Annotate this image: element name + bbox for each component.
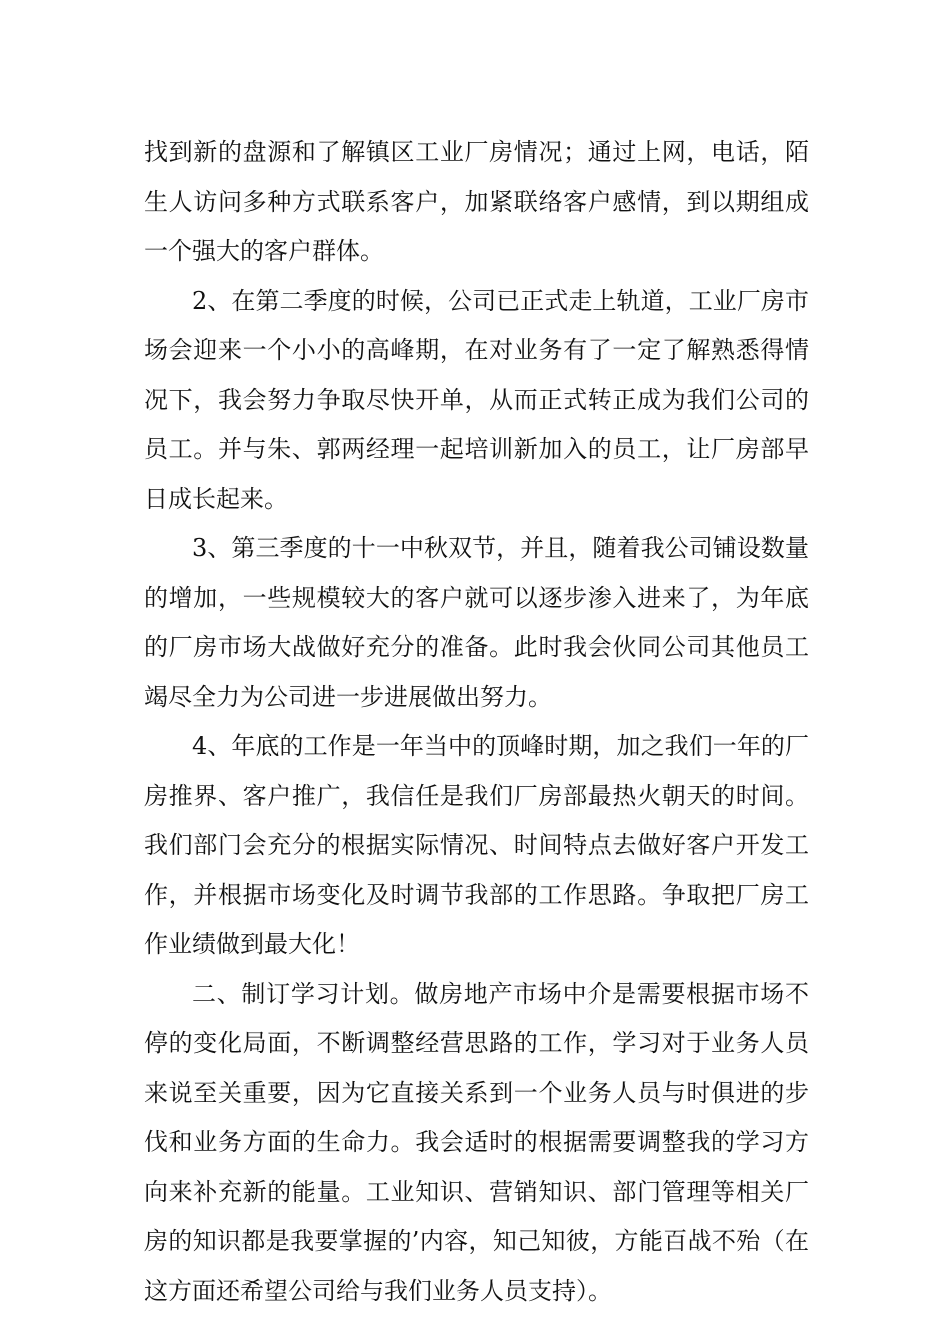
paragraph-q3: 3、第三季度的十一中秋双节，并且，随着我公司铺设数量的增加，一些规模较大的客户就可以逐步渗入进来了，为年底的厂房市场大战做好充分的准备。此时我会伙同公司其他员工竭尽全力为公司进一步进展做出努力。 bbox=[144, 534, 809, 711]
paragraph-q2: 2、在第二季度的时候，公司已正式走上轨道，工业厂房市场会迎来一个小小的高峰期，在对业务有了一定了解熟悉得情况下，我会努力争取尽快开单，从而正式转正成为我们公司的员工。并与朱、郭两经理一起培训新加入的员工，让厂房部早日成长起来。 bbox=[144, 286, 809, 513]
paragraph-study-plan: 二、制订学习计划。做房地产市场中介是需要根据市场不停的变化局面，不断调整经营思路的工作，学习对于业务人员来说至关重要，因为它直接关系到一个业务人员与时俱进的步伐和业务方面的生命力。我会适时的根据需要调整我的学习方向来补充新的能量。工业知识、营销知识、部门管理等相关厂房的知识都是我要掌握的’内容，知己知彼，方能百战不殆（在这方面还希望公司给与我们业务人员支持）。 bbox=[144, 979, 809, 1305]
paragraph-continuation: 找到新的盘源和了解镇区工业厂房情况；通过上网，电话，陌生人访问多种方式联系客户，加紧联络客户感情，到以期组成一个强大的客户群体。 bbox=[144, 138, 809, 265]
document-body bbox=[144, 128, 809, 1316]
paragraph-q4: 4、年底的工作是一年当中的顶峰时期，加之我们一年的厂房推界、客户推广，我信任是我们厂房部最热火朝天的时间。我们部门会充分的根据实际情况、时间特点去做好客户开发工作，并根据市场变化及时调节我部的工作思路。争取把厂房工作业绩做到最大化！ bbox=[144, 732, 809, 958]
